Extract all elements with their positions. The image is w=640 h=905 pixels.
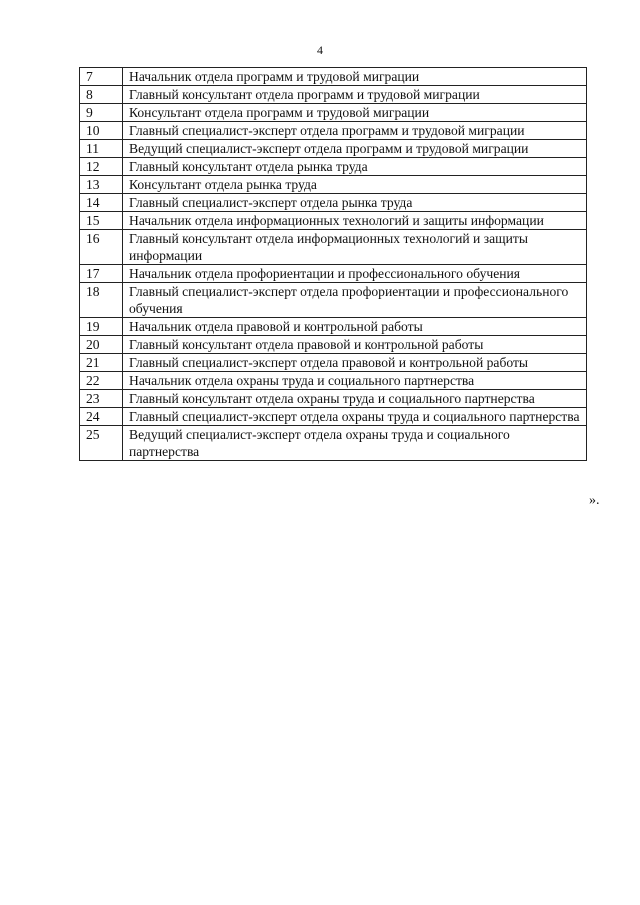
table-row bbox=[80, 212, 587, 230]
position-title: Главный консультант отдела рынка труда bbox=[123, 158, 587, 176]
table-row bbox=[80, 176, 587, 194]
row-number: 13 bbox=[80, 176, 123, 194]
position-title: Главный консультант отдела правовой и контрольной работы bbox=[123, 336, 587, 354]
table-row bbox=[80, 372, 587, 390]
table-row bbox=[80, 158, 587, 176]
positions-table-body bbox=[80, 68, 587, 461]
row-number: 20 bbox=[80, 336, 123, 354]
row-number: 16 bbox=[80, 230, 123, 265]
table-row bbox=[80, 68, 587, 86]
table-row bbox=[80, 318, 587, 336]
table-row bbox=[80, 336, 587, 354]
positions-table bbox=[79, 67, 587, 461]
position-title: Главный специалист-эксперт отдела программ и трудовой миграции bbox=[123, 122, 587, 140]
position-title: Главный специалист-эксперт отдела охраны труда и социального партнерства bbox=[123, 408, 587, 426]
row-number: 25 bbox=[80, 426, 123, 461]
position-title: Главный специалист-эксперт отдела правовой и контрольной работы bbox=[123, 354, 587, 372]
position-title: Ведущий специалист-эксперт отдела охраны труда и социального партнерства bbox=[123, 426, 587, 461]
row-number: 17 bbox=[80, 265, 123, 283]
position-title: Начальник отдела программ и трудовой миграции bbox=[123, 68, 587, 86]
row-number: 14 bbox=[80, 194, 123, 212]
row-number: 18 bbox=[80, 283, 123, 318]
row-number: 23 bbox=[80, 390, 123, 408]
table-row bbox=[80, 408, 587, 426]
position-title: Главный специалист-эксперт отдела рынка труда bbox=[123, 194, 587, 212]
position-title: Главный консультант отдела охраны труда и социального партнерства bbox=[123, 390, 587, 408]
position-title: Начальник отдела информационных технологий и защиты информации bbox=[123, 212, 587, 230]
row-number: 19 bbox=[80, 318, 123, 336]
page-number: 4 bbox=[317, 43, 323, 57]
row-number: 10 bbox=[80, 122, 123, 140]
position-title: Консультант отдела программ и трудовой миграции bbox=[123, 104, 587, 122]
table-row bbox=[80, 390, 587, 408]
row-number: 22 bbox=[80, 372, 123, 390]
table-row bbox=[80, 265, 587, 283]
table-row bbox=[80, 194, 587, 212]
table-row bbox=[80, 122, 587, 140]
table-row bbox=[80, 230, 587, 265]
table-row bbox=[80, 104, 587, 122]
row-number: 11 bbox=[80, 140, 123, 158]
row-number: 12 bbox=[80, 158, 123, 176]
table-row bbox=[80, 86, 587, 104]
position-title: Ведущий специалист-эксперт отдела программ и трудовой миграции bbox=[123, 140, 587, 158]
table-row bbox=[80, 354, 587, 372]
row-number: 7 bbox=[80, 68, 123, 86]
row-number: 9 bbox=[80, 104, 123, 122]
row-number: 21 bbox=[80, 354, 123, 372]
position-title: Начальник отдела профориентации и профессионального обучения bbox=[123, 265, 587, 283]
table-row bbox=[80, 140, 587, 158]
position-title: Главный консультант отдела программ и трудовой миграции bbox=[123, 86, 587, 104]
row-number: 24 bbox=[80, 408, 123, 426]
position-title: Начальник отдела охраны труда и социального партнерства bbox=[123, 372, 587, 390]
row-number: 8 bbox=[80, 86, 123, 104]
row-number: 15 bbox=[80, 212, 123, 230]
position-title: Консультант отдела рынка труда bbox=[123, 176, 587, 194]
position-title: Главный консультант отдела информационных технологий и защиты информации bbox=[123, 230, 587, 265]
table-row bbox=[80, 426, 587, 461]
table-row bbox=[80, 283, 587, 318]
position-title: Главный специалист-эксперт отдела профориентации и профессионального обучения bbox=[123, 283, 587, 318]
closing-quote-mark: ». bbox=[589, 493, 600, 508]
position-title: Начальник отдела правовой и контрольной работы bbox=[123, 318, 587, 336]
